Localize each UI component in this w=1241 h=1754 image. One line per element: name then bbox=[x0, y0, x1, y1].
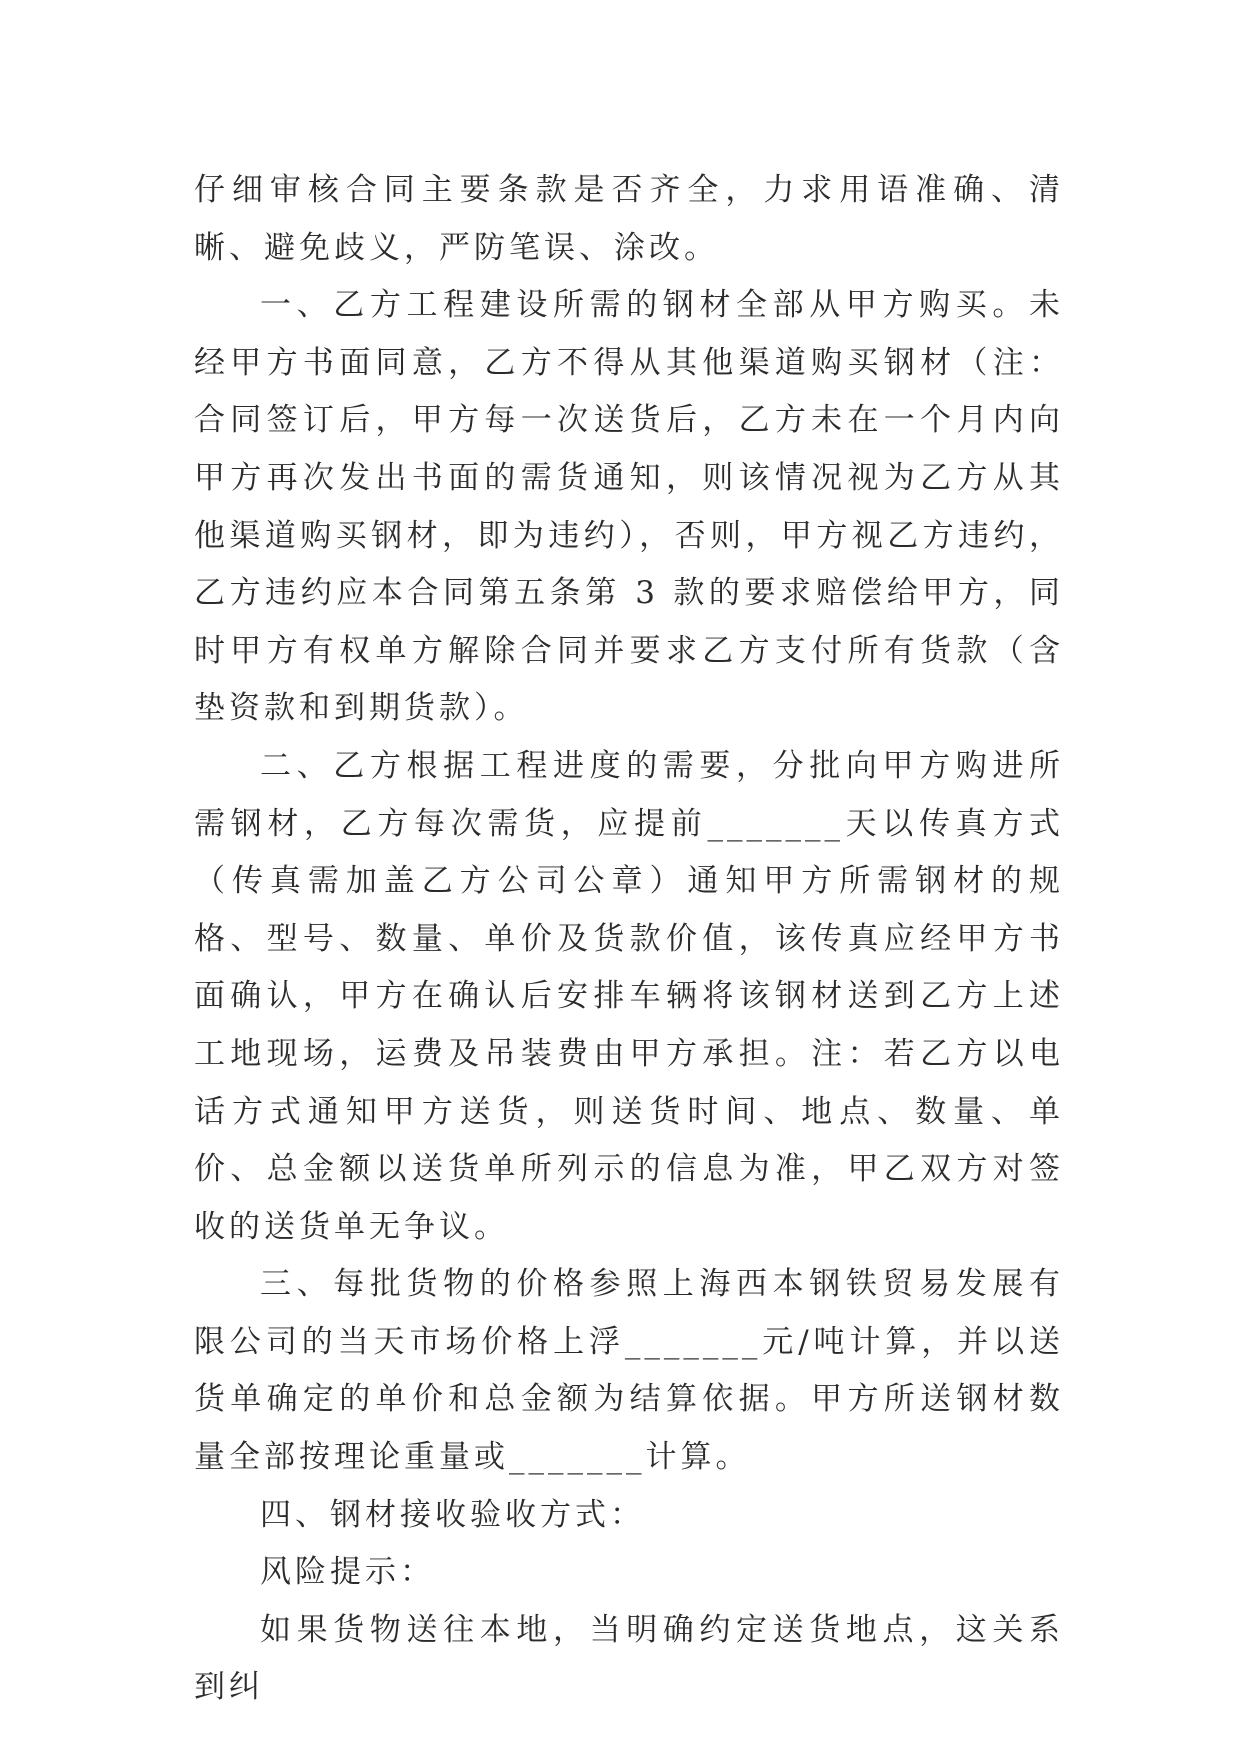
paragraph-clause-1-purchase: 一、乙方工程建设所需的钢材全部从甲方购买。未经甲方书面同意，乙方不得从其他渠道购买钢材（注：合同签订后，甲方每一次送货后，乙方未在一个月内向甲方再次发出书面的需货通知，则该情况视为乙方从其他渠道购买钢材，即为违约），否则，甲方视乙方违约，乙方违约应本合同第五条第 3 款的要求赔偿给甲方，同时甲方有权单方解除合同并要求乙方支付所有货款（含垫资款和到期货款）。 bbox=[194, 287, 1064, 727]
paragraph-risk-text: 如果货物送往本地，当明确约定送货地点，这关系到纠 bbox=[194, 1611, 1064, 1706]
paragraph-clause-3-price: 三、每批货物的价格参照上海西本钢铁贸易发展有限公司的当天市场价格上浮_______元/吨计算，并以送货单确定的单价和总金额为结算依据。甲方所送钢材数量全部按理论重量或_______计算。 bbox=[194, 1266, 1064, 1476]
paragraph-review-terms: 仔细审核合同主要条款是否齐全，力求用语准确、清晰、避免歧义，严防笔误、涂改。 bbox=[194, 172, 1064, 266]
paragraph-risk-heading: 风险提示： bbox=[260, 1554, 435, 1591]
paragraph-clause-2-delivery: 二、乙方根据工程进度的需要，分批向甲方购进所需钢材，乙方每次需货，应提前_______天以传真方式（传真需加盖乙方公司公章）通知甲方所需钢材的规格、型号、数量、单价及货款价值，该传真应经甲方书面确认，甲方在确认后安排车辆将该钢材送到乙方上述工地现场，运费及吊装费由甲方承担。注：若乙方以电话方式通知甲方送货，则送货时间、地点、数量、单价、总金额以送货单所列示的信息为准，甲乙双方对签收的送货单无争议。 bbox=[194, 747, 1064, 1245]
paragraph-clause-4-acceptance: 四、钢材接收验收方式： bbox=[260, 1496, 645, 1533]
contract-body bbox=[194, 162, 1064, 1717]
